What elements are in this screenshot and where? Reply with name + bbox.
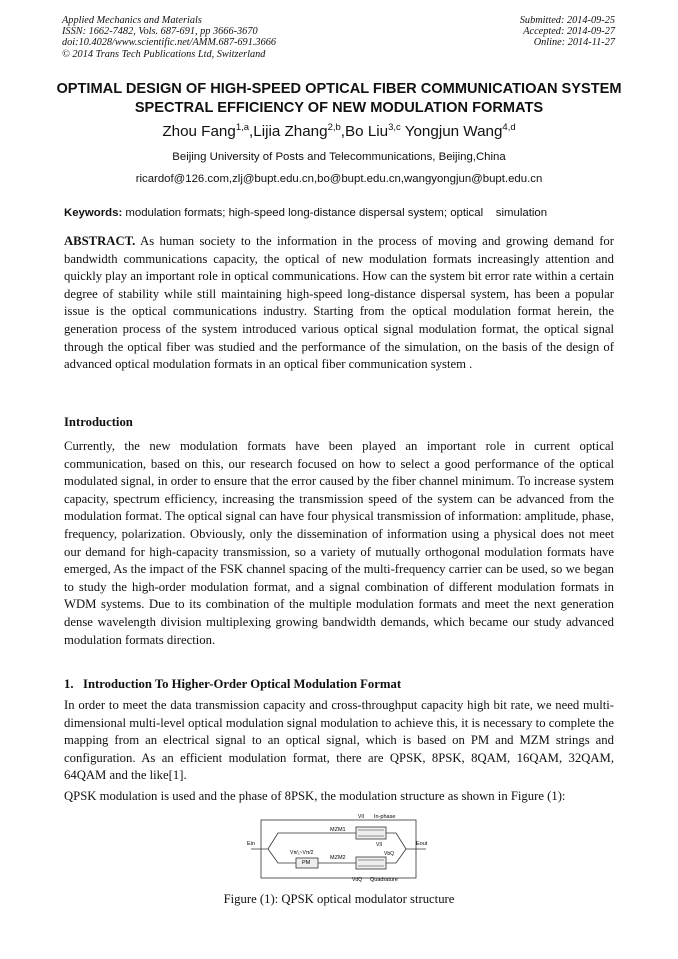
author-separator: ,	[249, 123, 254, 140]
author-emails: ricardof@126.com,zlj@bupt.edu.cn,bo@bupt.edu.cn,wangyongjun@bupt.edu.cn	[135, 173, 543, 185]
abstract	[64, 233, 614, 374]
dates-info	[520, 15, 615, 49]
label-vbq: VbQ	[384, 851, 395, 857]
introduction-text: Currently, the new modulation formats have been played an important role in current optical communication, based on this, our research focused on how to select a good performance of the optical modulated signal, in order to ensure that the error caused by the fiber channel minimum. To increase system capacity, spectrum efficiency, increasing the transmission speed of the system can be advanced from the modulation format. The optical signal can have four physical transmission of information: amplitude, phase, frequency, polarization. Obviously, only the dissemination of information using a physical does not meet our demand for high-capacity transmission, so a variety of mutually orthogonal modulation formats have emerged, As the impact of the FSK channel spacing of the multi-frequency carrier can be used, so we began to study the high-order modulation format, and a signal combination of different modulation formats in WDM systems. Due to its combination of the multiple modulation formats and meet the next generation dense wavelength division multiplexing growing bandwidth demands, which became our study advanced modulation formats direction.	[64, 439, 614, 647]
abstract-text: As human society to the information in the process of moving and growing demand for bandwidth communications capacity, the optical of new modulation formats increasingly attention and quickly play an important role in optical communications. How can the system bit error rate within a certain degree of stability while still maintaining high-speed long-distance dispersal system, has been a popular issue is the optical communications industry. Starting from the optical modulation format herein, the generation process of the system introduced various optical signal modulation format, the optical signal through the optical fiber was studied and the performance of the simulation, on the basis of the design of advanced optical modulation formats in an optical fiber communication system .	[64, 234, 614, 372]
mzm1-block	[356, 827, 386, 839]
author-name: Bo Liu	[345, 123, 389, 140]
abstract-label: ABSTRACT.	[64, 234, 136, 248]
section1-figure-ref: QPSK modulation is used and the phase of 8PSK, the modulation structure as shown in Figure (1):	[64, 789, 566, 803]
author-affil-sup: 1,a	[235, 122, 250, 133]
author-affil-sup: 4,d	[502, 122, 516, 133]
section1-heading: 1. Introduction To Higher-Order Optical Modulation Format	[64, 677, 402, 691]
keywords	[64, 206, 624, 220]
date-online: Online: 2014-11-27	[533, 37, 615, 49]
author-list	[0, 121, 678, 143]
date-submitted: Submitted: 2014-09-25	[519, 15, 615, 26]
author-affil-sup: 3,c	[388, 122, 401, 133]
keywords-label: Keywords:	[64, 207, 123, 219]
label-pm-voltage: Vπ⁄₂~Vπ/2	[290, 850, 314, 856]
label-vii-bottom: VII	[376, 842, 383, 848]
section1-text: In order to meet the data transmission capacity and cross-throughput capacity high bit rate, we need multi-dimensional multi-level optical modulation signal modulation to achieve this, it is necessary to complete the mapping from an electrical signal to an optical signal, which is based on PM and MZM strings and configuration. As an efficient modulation format, there are QPSK, 8PSK, 8QAM, 16QAM, 32QAM, 64QAM and the like[1].	[64, 698, 614, 783]
date-accepted: Accepted: 2014-09-27	[523, 26, 615, 38]
journal-copyright: © 2014 Trans Tech Publications Ltd, Switzerland	[62, 48, 266, 60]
label-pm: PM	[302, 860, 311, 866]
label-in-phase: In-phase	[374, 814, 396, 820]
mzm2-block	[356, 857, 386, 869]
author-affil-sup: 2,b	[327, 122, 341, 133]
combiner	[386, 833, 406, 863]
label-quadrature: Quadrature	[370, 877, 398, 883]
journal-info	[62, 15, 276, 60]
label-mzm2: MZM2	[330, 855, 346, 861]
label-ein: Ein	[247, 841, 255, 847]
journal-name: Applied Mechanics and Materials	[62, 15, 202, 26]
paper-title: OPTIMAL DESIGN OF HIGH-SPEED OPTICAL FIBER COMMUNICATIOAN SYSTEM SPECTRAL EFFICIENCY OF NEW MODULATION FORMATS	[56, 81, 622, 116]
keywords-text: modulation formats; high-speed long-distance dispersal system; optical simulation	[122, 207, 548, 219]
label-mzm1: MZM1	[330, 827, 346, 833]
label-vdq: VdQ	[352, 877, 363, 883]
affiliation: Beijing University of Posts and Telecommunications, Beijing,China	[172, 151, 506, 163]
journal-doi: doi:10.4028/www.scientific.net/AMM.687-691.3666	[62, 37, 277, 49]
label-vii-top: VII	[358, 814, 365, 820]
author-name: Lijia Zhang	[253, 123, 328, 140]
introduction-heading: Introduction	[64, 415, 133, 429]
label-eout: Eout	[416, 841, 428, 847]
qpsk-modulator-figure	[246, 811, 434, 886]
figure-caption: Figure (1): QPSK optical modulator structure	[223, 892, 455, 906]
journal-issn: ISSN: 1662-7482, Vols. 687-691, pp 3666-3670	[62, 26, 258, 38]
author-name: Yongjun Wang	[404, 123, 503, 140]
author-name: Zhou Fang	[162, 123, 236, 140]
author-separator: ,	[340, 123, 346, 140]
